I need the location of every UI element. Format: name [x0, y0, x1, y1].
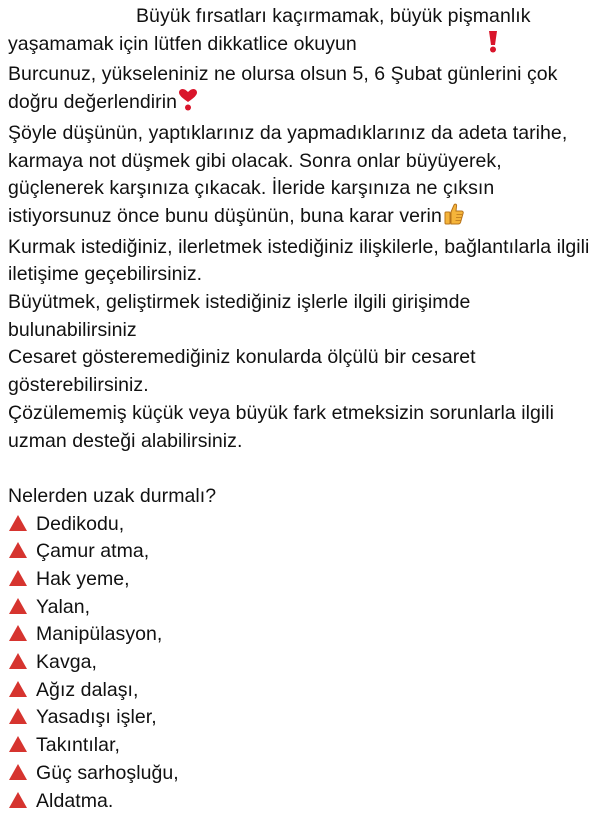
avoid-item-label: Yasadışı işler, [36, 706, 157, 729]
avoid-item-label: Aldatma. [36, 789, 114, 812]
avoid-item-label: Dedikodu, [36, 512, 125, 535]
paragraph-text: Büyük fırsatları kaçırmamak, büyük pişmanlık yaşamamak için lütfen dikkatlice okuyun [8, 5, 531, 55]
red-triangle-icon [8, 568, 28, 586]
red-triangle-icon [8, 651, 28, 669]
red-triangle-icon [8, 734, 28, 752]
relationships-paragraph: Kurmak istediğiniz, ilerletmek istediğiniz ilişkilerle, bağlantılarla ilgili iletişime geçebilirsiniz. [8, 235, 590, 286]
avoid-list-item [8, 594, 594, 622]
paragraph-text: Şöyle düşünün, yaptıklarınız da yapmadıklarınız da adeta tarihe, karmaya not düşmek gibi olacak. Sonra onlar büyüyerek, güçlenerek karşınıza çıkacak. İleride karşınıza ne çıksın istiyorsunuz önce bunu düşünün, buna karar verin [8, 121, 568, 227]
avoid-list-item [8, 760, 594, 788]
avoid-item-label: Güç sarhoşluğu, [36, 761, 179, 784]
document-body [8, 3, 594, 815]
avoid-list-item [8, 566, 594, 594]
red-triangle-icon [8, 706, 28, 724]
avoid-list-item [8, 621, 594, 649]
paragraph-text: Burcunuz, yükseleniniz ne olursa olsun 5, 6 Şubat günlerini çok doğru değerlendirin [8, 63, 558, 114]
avoid-list-item [8, 704, 594, 732]
avoid-list [8, 511, 594, 816]
avoid-item-label: Hak yeme, [36, 568, 130, 591]
date-paragraph [8, 61, 594, 119]
avoid-list-item [8, 538, 594, 566]
business-paragraph: Büyütmek, geliştirmek istediğiniz işlerle ilgili girişimde bulunabilirsiniz [8, 291, 471, 341]
advice-paragraph [8, 120, 594, 234]
courage-paragraph: Cesaret gösteremediğiniz konularda ölçülü bir cesaret gösterebilirsiniz. [8, 346, 476, 397]
thumbs-up-icon [444, 203, 464, 234]
red-triangle-icon [8, 762, 28, 780]
avoid-item-label: Yalan, [36, 595, 91, 618]
avoid-list-item [8, 511, 594, 539]
red-triangle-icon [8, 623, 28, 641]
red-triangle-icon [8, 513, 28, 531]
avoid-item-label: Manipülasyon, [36, 623, 163, 646]
blank-line [8, 455, 594, 483]
red-triangle-icon [8, 596, 28, 614]
red-triangle-icon [8, 540, 28, 558]
avoid-heading: Nelerden uzak durmalı? [8, 484, 217, 507]
avoid-item-label: Takıntılar, [36, 734, 121, 757]
avoid-item-label: Ağız dalaşı, [36, 678, 139, 701]
avoid-list-item [8, 649, 594, 677]
avoid-item-label: Kavga, [36, 651, 98, 674]
support-paragraph: Çözülememiş küçük veya büyük fark etmeksizin sorunlarla ilgili uzman desteği alabilirsiniz. [8, 401, 555, 452]
red-triangle-icon [8, 679, 28, 697]
red-triangle-icon [8, 790, 28, 808]
avoid-list-item [8, 732, 594, 760]
avoid-list-item [8, 677, 594, 705]
avoid-list-item [8, 788, 594, 816]
intro-paragraph [8, 3, 594, 61]
heart-exclamation-icon [179, 89, 197, 120]
heavy-exclamation-mark-icon [359, 31, 499, 62]
avoid-item-label: Çamur atma, [36, 540, 150, 563]
